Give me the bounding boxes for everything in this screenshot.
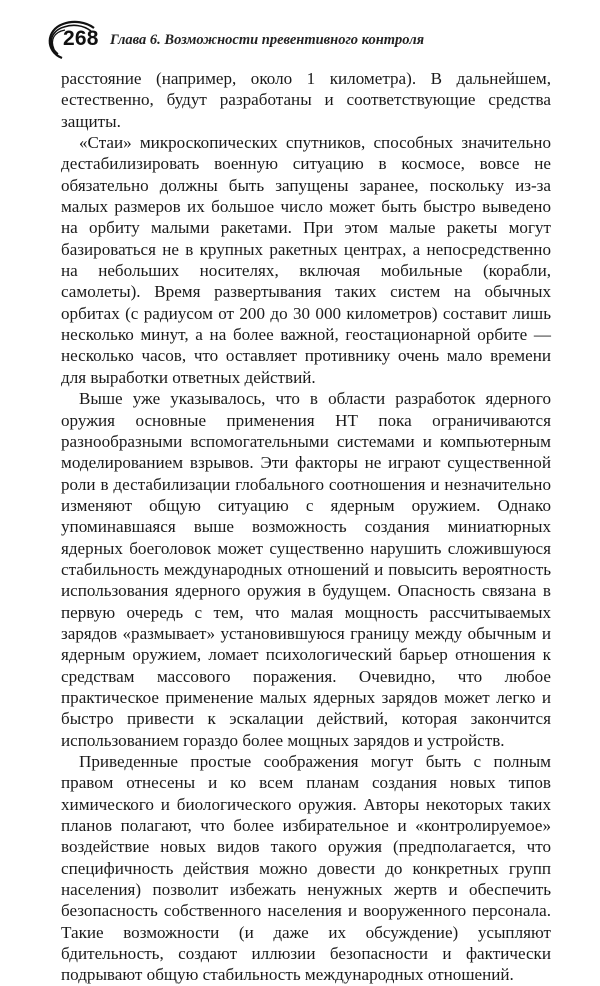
running-title: Глава 6. Возможности превентивного контроля <box>110 32 425 48</box>
paragraph: «Стаи» микроскопических спутников, способных значительно дестабилизировать военную ситуацию в космосе, вовсе не обязательно должны быть запущены заранее, поскольку из-за малых размеров их большое число может быть быстро выведено на орбиту малыми ракетами. При этом малые ракеты могут базироваться не в крупных ракетных центрах, а непосредственно на небольших носителях, включая мобильные (корабли, самолеты). Время развертывания таких систем на обычных орбитах (с радиусом от 200 до 30 000 километров) составит лишь несколько минут, а на более важной, геостационарной орбите — несколько часов, что оставляет противнику очень мало времени для выработки ответных действий. <box>61 133 551 387</box>
page-header <box>42 18 562 64</box>
paragraph: расстояние (например, около 1 километра). В дальнейшем, естественно, будут разработаны и соответствующие средства защиты. <box>61 69 551 131</box>
page-number: 268 <box>63 27 99 50</box>
paragraph: Приведенные простые соображения могут быть с полным правом отнесены и ко всем планам создания новых типов химического и биологического оружия. Авторы некоторых таких планов полагают, что более избирательное и «контролируемое» воздействие новых видов такого оружия (предполагается, что специфичность действия можно довести до конкретных групп населения) позволит избежать ненужных жертв и обеспечить безопасность собственного населения и вооруженного персонала. Такие возможности (и даже их обсуждение) усыпляют бдительность, создают иллюзии безопасности и фактически подрывают общую стабильность международных отношений. <box>61 752 551 985</box>
body-text <box>61 68 551 986</box>
paragraph: Выше уже указывалось, что в области разработок ядерного оружия основные применения НТ пока ограничиваются разнообразными вспомогательными системами и компьютерным моделированием взрывов. Эти факторы не играют существенной роли в дестабилизации глобального соотношения и незначительно изменяют общую ситуацию с ядерным оружием. Однако упоминавшаяся выше возможность создания миниатюрных ядерных боеголовок может существенно нарушить сложившуюся стабильность международных отношений и повысить вероятность использования ядерного оружия в будущем. Опасность связана в первую очередь с тем, что малая мощность рассчитываемых зарядов «размывает» установившуюся границу между обычным и ядерным оружием, ломает психологический барьер отношения к средствам массового поражения. Очевидно, что любое практическое применение малых ядерных зарядов может легко и быстро привести к эскалации действий, которая закончится использованием гораздо более мощных зарядов и устройств. <box>61 389 551 750</box>
